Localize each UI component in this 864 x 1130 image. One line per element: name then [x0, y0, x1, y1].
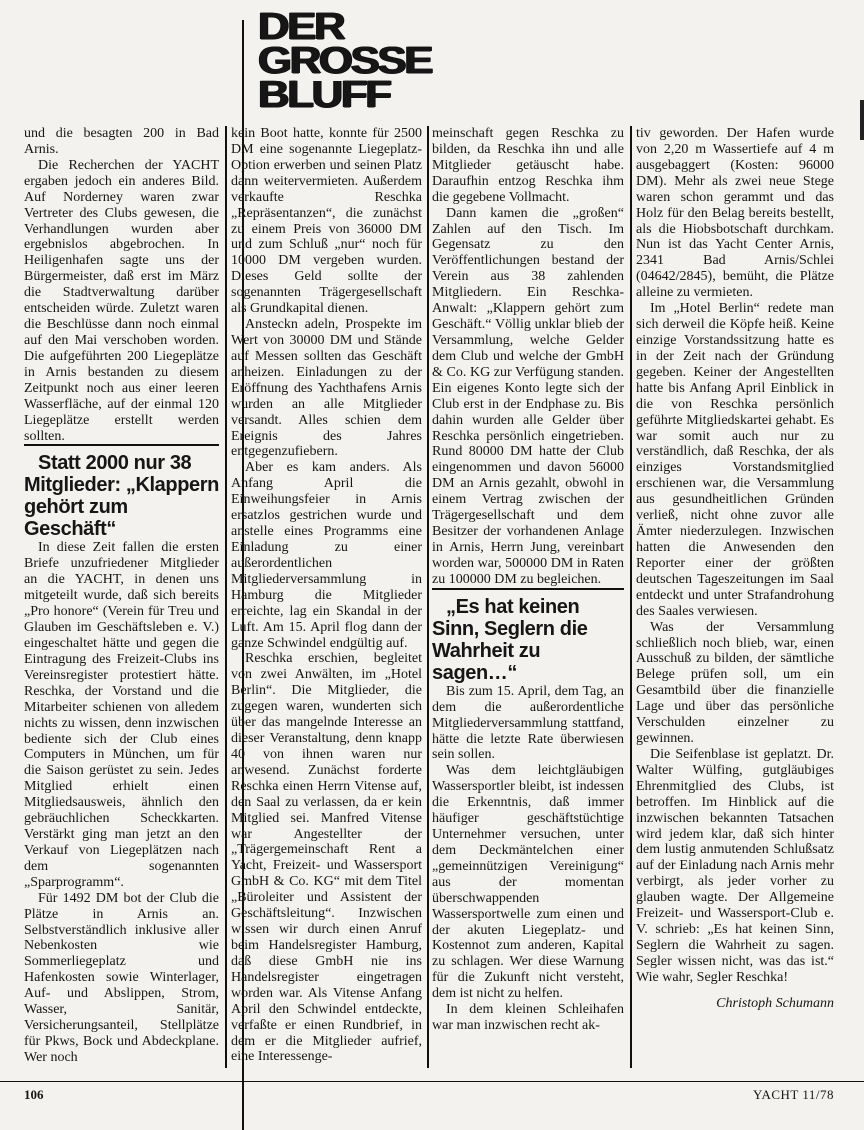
article-column-1	[24, 126, 219, 1066]
title-line-3: BLUFF	[258, 74, 390, 116]
column-rule	[427, 126, 429, 1068]
paragraph: In dem kleinen Schleihafen war man inzwischen recht ak-	[432, 1002, 624, 1034]
paragraph: Bis zum 15. April, dem Tag, an dem die außerordentliche Mitgliederversammlung stattfand, hätte die letzte Rate überwiesen sein sollen.	[432, 683, 624, 763]
footer-rule	[0, 1081, 864, 1085]
page-edge-mark	[860, 100, 864, 140]
paragraph: tiv geworden. Der Hafen wurde von 2,20 m Wassertiefe auf 4 m ausgebaggert (Kosten: 96000 DM). Mehr als zwei neue Stege waren schon gerammt und das Holz für den Belag bereits bestellt, als die Hiobsbotschaft durchkam. Nun ist das Yacht Center Arnis, 2341 Bad Arnis/Schlei (04642/2845), bemüht, die Plätze alleine zu vermieten.	[636, 126, 834, 301]
paragraph: Ansteckn adeln, Prospekte im Wert von 30000 DM und Stände auf Messen sollten das Geschäft anheizen. Einladungen zu der Eröffnung des Yachthafens Arnis wurden an alle Mitglieder versandt. Alles schien dem Ereignis des Jahres entgegenzufiebern.	[231, 317, 422, 460]
column-rule	[630, 126, 632, 1068]
paragraph: Für 1492 DM bot der Club die Plätze in Arnis an. Selbstverständlich inklusive aller Nebenkosten wie Sommerliegeplatz und Hafenkosten sowie Winterlager, Auf- und Abslippen, Strom, Wasser, Sanitär, Versicherungsanteil, Stellplätze für Pkws, Bock und Abdeckplane. Wer noch	[24, 890, 219, 1065]
paragraph: Reschka erschien, begleitet von zwei Anwälten, im „Hotel Berlin“. Die Mitglieder, die zugegen waren, wunderten sich über das mangelnde Interesse an dieser Veranstaltung, denn knapp 40 von ihnen waren nur anwesend. Zunächst forderte Reschka einen Herrn Vitense auf, den Saal zu verlassen, da er kein Mitglied sei. Manfred Vitense war Angestellter der „Trägergemeinschaft Rent a Yacht, Freizeit- und Wassersport GmbH & Co. KG“ mit dem Titel „Büroleiter und Assistent der Geschäftsleitung“. Inzwischen wissen wir durch einen Anruf beim Handelsregister Hamburg, daß diese GmbH nie ins Handelsregister eingetragen worden war. Als Vitense Anfang April den Schwindel entdeckte, verfaßte er einen Rundbrief, in dem er die Mitglieder aufrief, eine Interessenge-	[231, 651, 422, 1065]
paragraph: Die Recherchen der YACHT ergaben jedoch ein anderes Bild. Auf Norderney waren zwar Vertreter des Clubs gewesen, die Verhandlungen wurden aber ergebnislos abgebrochen. In Heiligenhafen sagte uns der Bürgermeister, daß erst im März die Stadtverwaltung darüber entscheiden würde. Zuletzt waren die Beschlüsse dann noch einmal auf den Mai verschoben worden. Die aufgeführten 200 Liegeplätze in Arnis bestanden zu diesem Zeitpunkt noch aus einer leeren Wasserfläche, auf der einmal 120 Liegeplätze erstellt werden sollten.	[24, 157, 219, 444]
paragraph: Was der Versammlung schließlich noch blieb, war, einen Ausschuß zu bilden, der sämtliche Belege prüfen soll, um ein Gesamtbild über die finanzielle Lage und über das persönliche Verschulden einzelner zu gewinnen.	[636, 619, 834, 747]
paragraph: Aber es kam anders. Als Anfang April die Einweihungsfeier in Arnis ersatzlos gestrichen wurde und anstelle eines Programms eine Einladung zu einer außerordentlichen Mitgliederversammlung in Hamburg die Mitglieder erreichte, lag ein Skandal in der Luft. Am 15. April flog dann der ganze Schwindel endgültig auf.	[231, 460, 422, 651]
section-heading: Statt 2000 nur 38 Mitglieder: „Klappern gehört zum Geschäft“	[24, 444, 219, 540]
paragraph: Dann kamen die „großen“ Zahlen auf den Tisch. Im Gegensatz zu den Veröffentlichungen bestand der Verein aus 38 zahlenden Mitgliedern. Ein Reschka-Anwalt: „Klappern gehört zum Geschäft.“ Völlig unklar blieb der Versammlung, welche Gelder dem Club und welche der GmbH & Co. KG zur Verfügung standen. Ein eigenes Konto legte sich der Club erst in der Endphase zu. Bis dahin wurden alle Gelder über Reschka persönlich eingetrieben. Rund 80000 DM hatte der Club eingenommen und davon 56000 DM an Arnis gezahlt, obwohl in einem Vertrag zwischen der Trägergesellschaft und dem Besitzer der vorhandenen Anlage in Arnis, Herrn Jung, vereinbart worden war, 500000 DM in Raten zu 100000 DM zu begleichen.	[432, 205, 624, 587]
title-line-1: DER	[258, 6, 344, 48]
paragraph: kein Boot hatte, konnte für 2500 DM eine sogenannte Liegeplatz-Option erwerben und seinen Platz dann weitervermieten. Außerdem verkaufte Reschka „Repräsentanzen“, die zunächst zu einem Preis von 36000 DM und zum Schluß „nur“ noch für 10000 DM vergeben wurden. Dieses Geld sollte der sogenannten Trägergesellschaft als Grundkapital dienen.	[231, 126, 422, 317]
article-column-4	[636, 126, 834, 1012]
paragraph: Im „Hotel Berlin“ redete man sich derweil die Köpfe heiß. Keine einzige Vorstandssitzung hatte es in der Zeit nach der Gründung gegeben. Keiner der Angestellten hatte bis Anfang April Einblick in die von Reschka persönlich geführte Mitgliedskartei gehabt. Es war somit auch nur zu verständlich, daß Reschka, der als einziges Vorstandsmitglied erschienen war, die Versammlung aus gesundheitlichen Gründen verließ, nicht ohne zuvor alle Ämter niederzulegen. Inzwischen hatten die Anwesenden den Reporter einer der größten deutschen Tageszeitungen im Saal entdeckt und unter Strafandrohung des Saales verwiesen.	[636, 301, 834, 619]
paragraph: In diese Zeit fallen die ersten Briefe unzufriedener Mitglieder an die YACHT, in denen uns mitgeteilt wurde, daß sich bereits „Pro honore“ (Verein für Treu und Glauben im Geschäftsleben e. V.) eingeschaltet hätte und gegen die Eintragung des Freizeit-Clubs ins Vereinsregister protestiert hätte. Reschka, der Vorstand und die Mitarbeiter schienen von alledem nichts zu wissen, denn inzwischen bediente sich der Club eines Computers in München, um für die Saison gerüstet zu sein. Jedes Mitglied erhielt einen Mitgliedsausweis, ähnlich den gebräuchlichen Scheckkarten. Verstärkt ging man jetzt an den Verkauf von Liegeplätzen nach dem sogenannten „Sparprogramm“.	[24, 540, 219, 890]
paragraph: Die Seifenblase ist geplatzt. Dr. Walter Wülfing, gutgläubiges Ehrenmitglied des Clubs, ist betroffen. Im Hinblick auf die inzwischen bekannten Tatsachen wird jedem klar, daß sich hinter dem lustig anmutenden Schlußsatz auf der Einladung nach Arnis mehr verbirgt, als jeder vorher zu glauben wagte. Der Allgemeine Freizeit- und Wassersport-Club e. V. schrieb: „Es hat keinen Sinn, Seglern die Wahrheit zu sagen. Segler wissen nicht, was das ist.“ Wie wahr, Segler Reschka!	[636, 746, 834, 985]
column-rule	[225, 126, 227, 1068]
page-number: 106	[24, 1087, 44, 1102]
article-column-2	[231, 126, 422, 1065]
article-column-3	[432, 126, 624, 1034]
author-signature: Christoph Schumann	[716, 995, 834, 1011]
magazine-issue: YACHT 11/78	[753, 1087, 834, 1102]
section-heading: „Es hat keinen Sinn, Seglern die Wahrheit zu sagen…“	[432, 588, 624, 684]
article-title	[258, 6, 442, 116]
title-line-2: GROSSE	[258, 40, 432, 82]
paragraph: und die besagten 200 in Bad Arnis.	[24, 126, 219, 157]
paragraph: meinschaft gegen Reschka zu bilden, da Reschka ihn und alle Mitglieder getäuscht habe. Daraufhin entzog Reschka ihm die gegebene Vollmacht.	[432, 126, 624, 205]
paragraph: Was dem leichtgläubigen Wassersportler bleibt, ist indessen die Erkenntnis, daß immer häufiger geschäftstüchtige Unternehmer versuchen, unter dem Deckmäntelchen einer „gemeinnützigen Vereinigung“ aus der momentan überschwappenden Wassersportwelle zum einen und der akuten Liegeplatz- und Kostennot zum anderen, Kapital zu schlagen. Wer diese Warnung für die Zukunft nicht versteht, dem ist nicht zu helfen.	[432, 763, 624, 1002]
